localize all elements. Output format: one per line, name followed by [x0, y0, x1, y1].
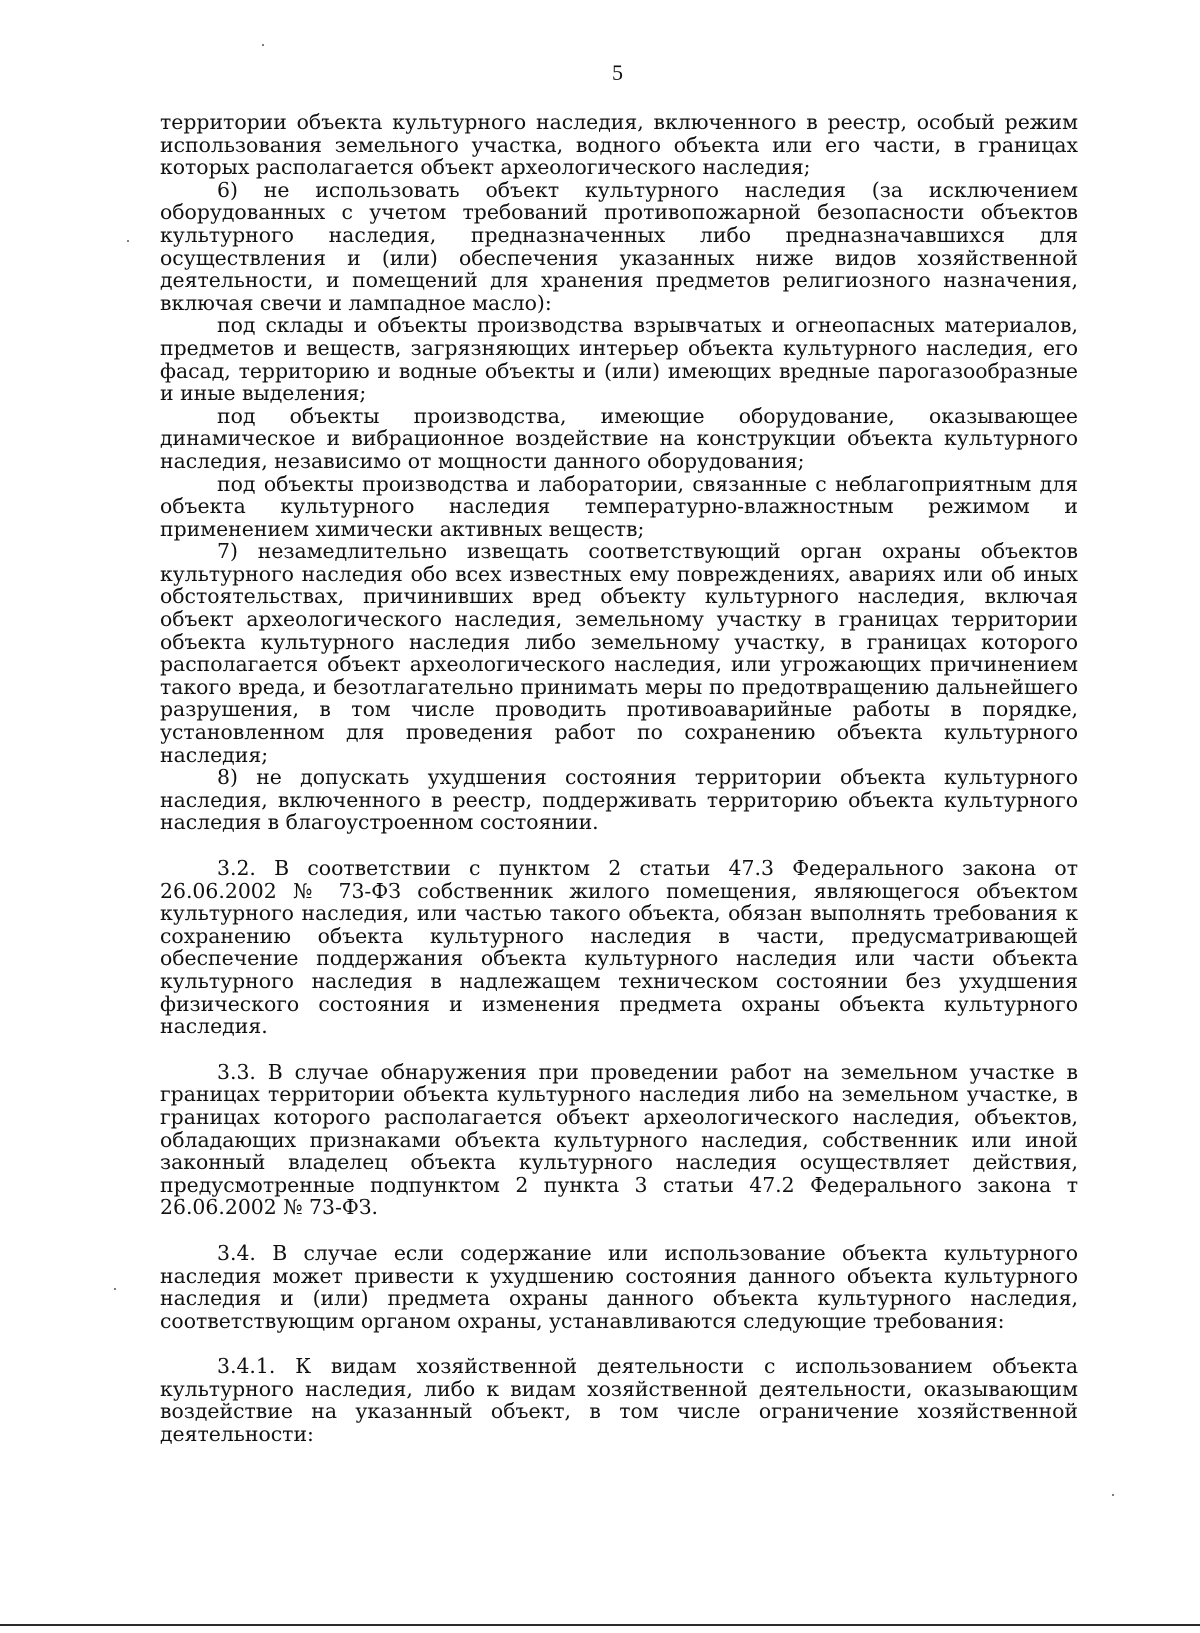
paragraph-item-6-warehouses: под склады и объекты производства взрывчатых и огнеопасных материалов, предметов и веществ, загрязняющих интерьер объекта культурного наследия, его фасад, территорию и водные объекты и (или) имеющих вредные парогазообразные и иные выделения;: [160, 313, 1078, 406]
page-number: 5: [612, 60, 623, 85]
scan-speck: [127, 240, 129, 242]
scan-speck: [262, 44, 264, 46]
scan-edge-line: [0, 1624, 1200, 1626]
paragraph-section-3-3: 3.3. В случае обнаружения при проведении работ на земельном участке в границах территории объекта культурного наследия либо на земельном участке, в границах которого располагается объект археологического наследия, объектов, обладающих признаками объекта культурного наследия, собственник или иной законный владелец объекта культурного наследия осуществляет действия, предусмотренные подпунктом 2 пункта 3 статьи 47.2 Федерального закона т 26.06.2002 № 73-ФЗ.: [160, 1059, 1078, 1220]
paragraph-section-3-4-1: 3.4.1. К видам хозяйственной деятельности с использованием объекта культурного наследия, либо к видам хозяйственной деятельности, оказывающим воздействие на указанный объект, в том числе ограничение хозяйственной деятельности:: [160, 1354, 1078, 1447]
paragraph-item-6: 6) не использовать объект культурного наследия (за исключением оборудованных с учетом требований противопожарной безопасности объектов культурного наследия, предназначенных либо предназначавшихся для осуществления и (или) обеспечения указанных ниже видов хозяйственной деятельности, и помещений для хранения предметов религиозного назначения, включая свечи и лампадное масло):: [160, 177, 1078, 315]
paragraph-section-3-4: 3.4. В случае если содержание или использование объекта культурного наследия может привести к ухудшению состояния данного объекта культурного наследия и (или) предмета охраны данного объекта культурного наследия, соответствующим органом охраны, устанавливаются следующие требования:: [160, 1240, 1078, 1333]
scan-speck: [1112, 1494, 1114, 1496]
paragraph-continuation: территории объекта культурного наследия, включенного в реестр, особый режим использования земельного участка, водного объекта или его части, в границах которых располагается объект археологического наследия;: [160, 110, 1078, 180]
paragraph-section-3-2: 3.2. В соответствии с пунктом 2 статьи 47.3 Федерального закона от 26.06.2002 № 73-ФЗ собственник жилого помещения, являющегося объектом культурного наследия, или частью такого объекта, обязан выполнять требования к сохранению объекта культурного наследия в части, предусматривающей обеспечение поддержания объекта культурного наследия или части объекта культурного наследия в надлежащем техническом состоянии без ухудшения физического состояния и изменения предмета охраны объекта культурного наследия.: [160, 856, 1078, 1039]
scan-speck: [114, 1288, 116, 1290]
paragraph-item-8: 8) не допускать ухудшения состояния территории объекта культурного наследия, включенного в реестр, поддерживать территорию объекта культурного наследия в благоустроенном состоянии.: [160, 765, 1078, 835]
paragraph-item-7: 7) незамедлительно извещать соответствующий орган охраны объектов культурного наследия обо всех известных ему повреждениях, авариях или об иных обстоятельствах, причинивших вред объекту культурного наследия, включая объект археологического наследия, земельному участку в границах территории объекта культурного наследия либо земельному участку, в границах которого располагается объект археологического наследия, или угрожающих причинением такого вреда, и безотлагательно принимать меры по предотвращению дальнейшего разрушения, в том числе проводить противоаварийные работы в порядке, установленном для проведения работ по сохранению объекта культурного наследия;: [160, 539, 1078, 767]
paragraph-item-6-production: под объекты производства, имеющие оборудование, оказывающее динамическое и вибрационное воздействие на конструкции объекта культурного наследия, независимо от мощности данного оборудования;: [160, 403, 1078, 473]
document-body: [160, 111, 1078, 1446]
paragraph-item-6-laboratories: под объекты производства и лаборатории, связанные с неблагоприятным для объекта культурного наследия температурно-влажностным режимом и применением химически активных веществ;: [160, 471, 1078, 541]
